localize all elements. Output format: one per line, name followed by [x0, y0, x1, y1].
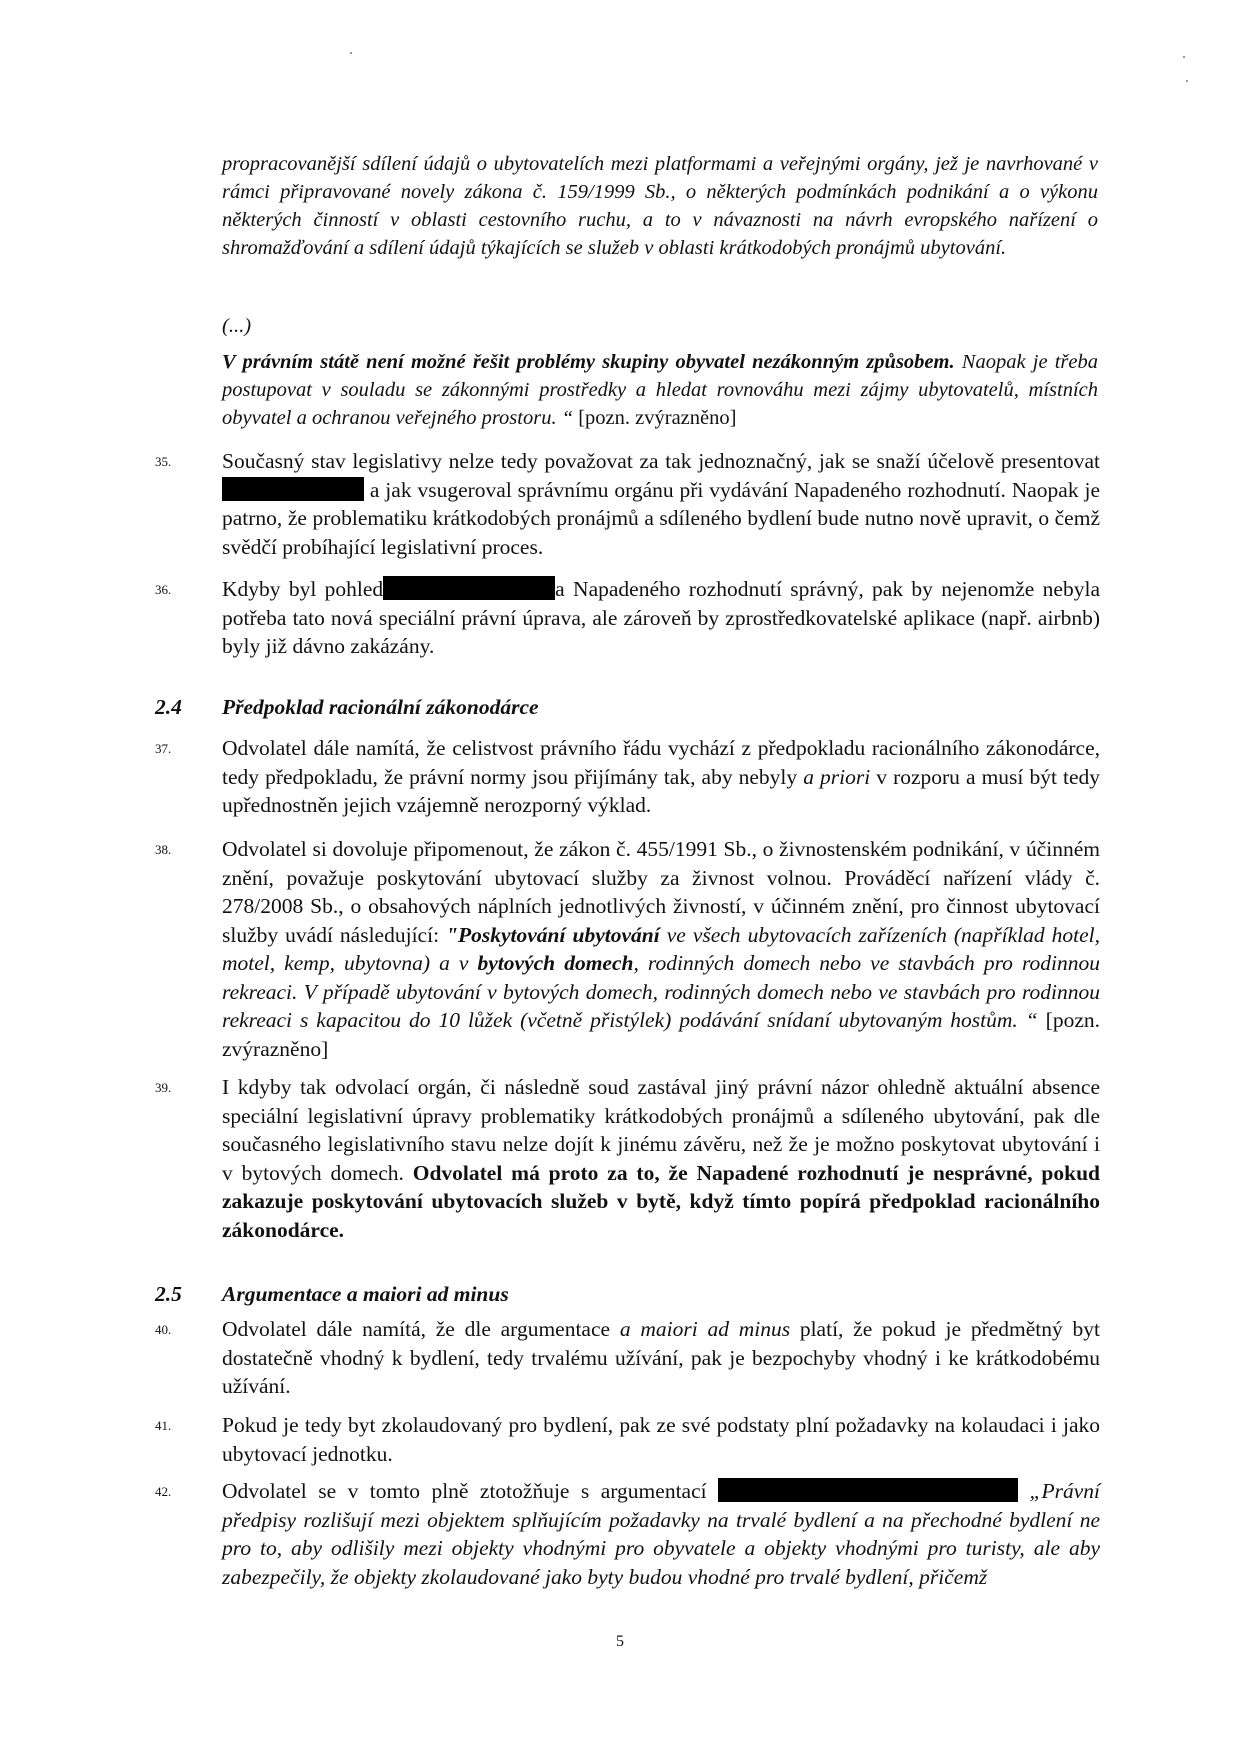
quote-bold: bytových domech — [477, 951, 634, 975]
paragraph-number: 35. — [155, 454, 172, 469]
paragraph-text: Současný stav legislativy nelze tedy považovat za tak jednoznačný, jak se snaží účelově presentovat — [222, 449, 1100, 473]
paragraph-36 — [222, 575, 1100, 661]
scan-speck — [1186, 80, 1188, 82]
quote-note: [pozn. zvýrazněno] — [573, 407, 737, 429]
italic-term: a maiori ad minus — [619, 1317, 791, 1341]
quote-italic: ve všech ubytovacích zařízeních (například hotel, motel, kemp, ubytovna) a v — [222, 922, 1100, 975]
redaction-bar — [222, 477, 364, 501]
paragraph-37 — [222, 734, 1100, 820]
paragraph-number: 42. — [155, 1484, 172, 1499]
quote-note: [pozn. zvýrazněno] — [222, 1008, 1101, 1061]
paragraph-text: platí, že pokud je předmětný byt dostatečně vhodný k bydlení, tedy trvalému užívání, pak je bezpochyby vhodný i ke krátkodobému užívání. — [222, 1317, 1100, 1398]
paragraph-text: Odvolatel dále namítá, že celistvost právního řádu vychází z předpokladu racionálního zákonodárce, tedy předpokladu, že právní normy jsou přijímány tak, aby nebyly — [222, 736, 1100, 789]
paragraph-number: 38. — [155, 842, 172, 857]
paragraph-40 — [222, 1315, 1100, 1401]
quote-emphasis-block — [222, 348, 1098, 432]
quote-block — [222, 150, 1098, 262]
redaction-bar — [718, 1478, 1018, 1502]
paragraph-39 — [222, 1073, 1100, 1244]
bold-conclusion: Odvolatel má proto za to, že Napadené rozhodnutí je nesprávné, pokud zakazuje poskytování ubytovacích služeb v bytě, když tímto popírá předpoklad racionálního zákonodárce. — [222, 1160, 1100, 1242]
paragraph-text: Pokud je tedy byt zkolaudovaný pro bydlení, pak ze své podstaty plní požadavky na kolaudaci i jako ubytovací jednotku. — [222, 1413, 1100, 1466]
paragraph-41 — [222, 1411, 1100, 1468]
paragraph-38 — [222, 835, 1100, 1063]
paragraph-text: I kdyby tak odvolací orgán, či následně soud zastával jiný právní názor ohledně aktuální absence speciální legislativní úpravy problematiky krátkodobých pronájmů a sdíleného ubytování, pak dle současného legislativního stavu nelze dojít k jinému závěru, než že je možno poskytovat ubytování i v bytových domech. — [222, 1075, 1100, 1185]
paragraph-text: Odvolatel se v tomto plně ztotožňuje s argumentací — [222, 1479, 719, 1503]
paragraph-number: 39. — [155, 1080, 172, 1095]
paragraph-42 — [222, 1477, 1100, 1591]
quote-mark: " — [446, 922, 458, 947]
quote-intro: propracovanější sdílení údajů o ubytovatelích mezi platformami a veřejnými orgány, jež je navrhované v rámci připravované novely zákona č. 159/1999 Sb., o některých podmínkách podnikání a o výkonu některých činností v oblasti cestovního ruchu, a to v návaznosti na návrh evropského nařízení o shromažďování a sdílení údajů týkajících se služeb v oblasti krátkodobých pronájmů ubytování. — [222, 153, 1098, 259]
quote-ellipsis — [222, 312, 1098, 340]
page-number: 5 — [616, 1633, 624, 1650]
scan-speck — [1183, 56, 1185, 58]
ellipsis-text: (...) — [222, 315, 252, 337]
paragraph-text: a jak vsugeroval správnímu orgánu při vydávání Napadeného rozhodnutí. Naopak je patrno, že problematiku krátkodobých pronájmů a sdíleného bydlení bude nutno nově upravit, o čemž svědčí probíhající legislativní proces. — [222, 477, 1100, 559]
quote-bold: Poskytování ubytování — [458, 922, 660, 947]
paragraph-number: 36. — [155, 582, 172, 597]
section-number: 2.4 — [155, 695, 182, 719]
redaction-bar — [383, 576, 555, 600]
quote-rest: Naopak je třeba postupovat v souladu se zákonnými prostředky a hledat rovnováhu mezi zájmy ubytovatelů, místních obyvatel a ochranou veřejného prostoru. “ — [222, 351, 1098, 429]
paragraph-text: Odvolatel si dovoluje připomenout, že zákon č. 455/1991 Sb., o živnostenském podnikání, v účinném znění, považuje poskytování ubytovací služby za živnost volnou. Prováděcí nařízení vlády č. 278/2008 Sb., o obsahových náplních jednotlivých živností, v účinném znění, pro činnost ubytovací služby uvádí následující: — [222, 837, 1100, 947]
paragraph-text: Kdyby byl pohled — [222, 577, 384, 601]
paragraph-text: a Napadeného rozhodnutí správný, pak by nejenomže nebyla potřeba tato nová speciální právní úprava, ale zároveň by zprostředkovatelské aplikace (např. airbnb) byly již dávno zakázány. — [222, 577, 1100, 658]
paragraph-text: v rozporu a musí být tedy upřednostněn jejich vzájemně nerozporný výklad. — [222, 764, 1100, 817]
quote-bold-sentence: V právním státě není možné řešit problémy skupiny obyvatel nezákonným způsobem. — [222, 351, 955, 373]
paragraph-35 — [222, 447, 1100, 561]
scan-speck — [350, 52, 352, 54]
quote-italic: , rodinných domech nebo ve stavbách pro rodinnou rekreaci. V případě ubytování v bytových domech, rodinných domech nebo ve stavbách pro rodinnou rekreaci s kapacitou do 10 lůžek (včetně přistýlek) podávání snídaní ubytovaným hostům. “ — [222, 951, 1101, 1032]
paragraph-number: 37. — [155, 741, 172, 756]
paragraph-number: 41. — [155, 1418, 172, 1433]
italic-term: a priori — [803, 764, 871, 789]
section-title: Argumentace a maiori ad minus — [222, 1282, 509, 1306]
section-number: 2.5 — [155, 1282, 182, 1306]
paragraph-text: Odvolatel dále namítá, že dle argumentace — [222, 1317, 620, 1341]
paragraph-number: 40. — [155, 1322, 172, 1337]
quote-italic: „Právní předpisy rozlišují mezi objektem splňujícím požadavky na trvalé bydlení a na přechodné bydlení ne pro to, aby odlišily mezi objekty vhodnými pro obyvatele a objekty vhodnými pro turisty, ale aby zabezpečily, že objekty zkolaudované jako byty budou vhodné pro trvalé bydlení, přičemž — [222, 1479, 1100, 1589]
section-title: Předpoklad racionální zákonodárce — [222, 695, 539, 719]
